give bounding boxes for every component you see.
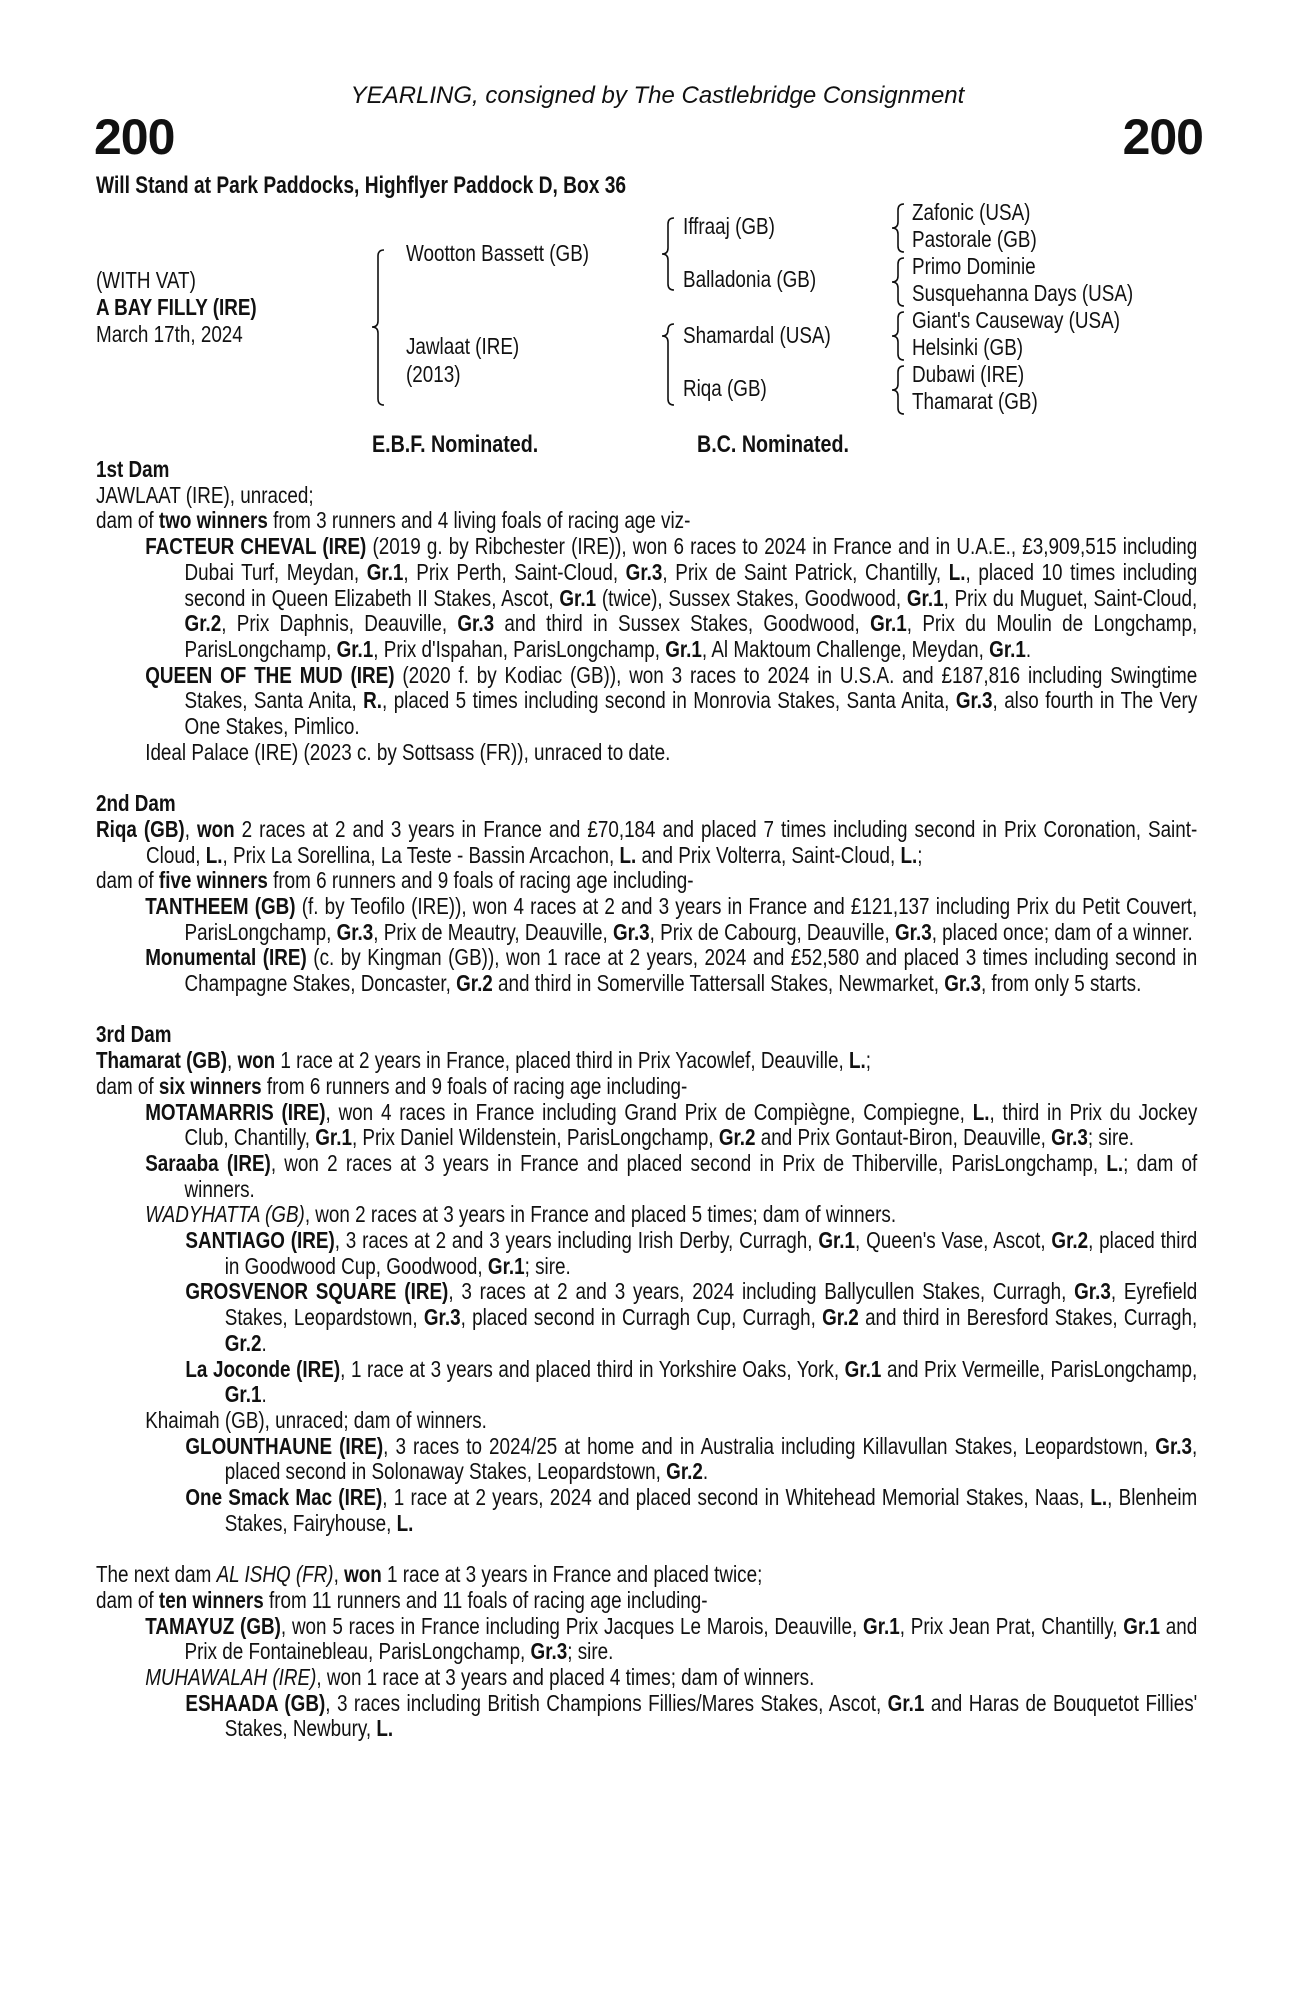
dam: Jawlaat (IRE)	[406, 333, 520, 359]
text: , placed 10 times including second in Queen Elizabeth II Stakes, Ascot,	[184, 558, 1198, 611]
granddam-maternal: Riqa (GB)	[683, 375, 767, 401]
bold-text: One Smack Mac (IRE)	[185, 1484, 383, 1511]
bold-text: La Joconde (IRE)	[185, 1355, 341, 1382]
text: , placed third in Goodwood Cup, Goodwood,	[224, 1227, 1198, 1279]
pedigree-entry	[96, 1279, 1197, 1356]
dam-section	[96, 1562, 1197, 1742]
pedigree-entry	[96, 1228, 1197, 1279]
bold-text: L.	[1090, 1484, 1108, 1511]
text: and third in Beresford Stakes, Curragh,	[858, 1304, 1198, 1331]
bold-text: Gr.2	[224, 1329, 262, 1356]
catalogue-body	[96, 457, 1197, 1742]
bold-text: ESHAADA (GB)	[185, 1689, 326, 1716]
bold-text: L.	[848, 1047, 866, 1074]
pedigree-entry	[96, 1485, 1197, 1536]
text: , Blenheim Stakes, Fairyhouse,	[224, 1484, 1198, 1536]
dam-section	[96, 457, 1197, 765]
text: and third in Sussex Stakes, Goodwood,	[494, 610, 871, 637]
gen3-ancestor: Zafonic (USA)	[912, 199, 1031, 225]
pedigree-entry	[96, 1074, 1197, 1100]
bold-text: Gr.2	[456, 970, 493, 997]
bold-text: Gr.1	[366, 558, 404, 585]
text: , 1 race at 3 years and placed third in Yorkshire Oaks, York,	[340, 1355, 845, 1382]
pedigree-entry	[96, 894, 1197, 945]
text: ; dam of winners.	[184, 1149, 1198, 1202]
bold-text: two winners	[158, 507, 268, 534]
bold-text: Riqa (GB)	[96, 815, 185, 842]
bold-text: 3rd Dam	[96, 1021, 172, 1048]
text: ; sire.	[1087, 1124, 1134, 1151]
bold-text: Thamarat (GB)	[96, 1047, 227, 1074]
text: from 6 runners and 9 foals of racing age including-	[267, 867, 694, 894]
pedigree-entry	[96, 1408, 1197, 1434]
text: , won 2 races at 3 years in France and placed second in Prix de Thiberville, ParisLongchamp,	[270, 1149, 1107, 1176]
bold-text: Gr.3	[423, 1304, 461, 1331]
bold-text: Gr.1	[487, 1252, 525, 1279]
text: 1 race at 3 years in France and placed twice;	[381, 1561, 763, 1588]
text: Ideal Palace (IRE) (2023 c. by Sottsass (FR)), unraced to date.	[145, 738, 671, 765]
gen3-ancestor: Giant's Causeway (USA)	[912, 307, 1120, 333]
text: (twice), Sussex Stakes, Goodwood,	[596, 584, 907, 611]
bold-text: L.	[205, 841, 223, 868]
text: (2020 f. by Kodiac (GB)), won 3 races to 2024 in U.S.A. and £187,816 including Swingtime Stakes, Santa Anita,	[184, 661, 1198, 714]
bold-text: Gr.3	[894, 918, 932, 945]
bc-nomination: B.C. Nominated.	[697, 431, 849, 458]
text: , 3 races at 2 and 3 years, 2024 including Ballycullen Stakes, Curragh,	[448, 1278, 1075, 1305]
text: ; sire.	[524, 1252, 571, 1279]
text: ; sire.	[567, 1638, 614, 1665]
bold-text: ten winners	[158, 1586, 264, 1613]
text: 2 races at 2 and 3 years in France and £70,184 and placed 7 times including second in Prix Coronation, Saint-Cloud,	[146, 815, 1198, 868]
pedigree-brace	[372, 250, 384, 405]
pedigree-entry	[96, 1562, 1197, 1588]
dam-section	[96, 791, 1197, 997]
dam-section	[96, 1022, 1197, 1536]
bold-text: Gr.3	[1074, 1278, 1111, 1305]
bold-text: Gr.3	[530, 1638, 568, 1665]
text: dam of	[96, 1586, 159, 1613]
text: The next dam	[96, 1561, 217, 1588]
bold-text: Gr.1	[315, 1124, 352, 1151]
foal-name: A BAY FILLY (IRE)	[96, 294, 257, 320]
pedigree-brace	[892, 312, 904, 360]
bold-text: L.	[900, 841, 918, 868]
text: ,	[226, 1047, 238, 1074]
text: , 1 race at 2 years, 2024 and placed second in Whitehead Memorial Stakes, Naas,	[382, 1484, 1091, 1511]
bold-text: Gr.2	[184, 610, 222, 637]
bold-text: Gr.3	[457, 610, 495, 637]
foal-dob: March 17th, 2024	[96, 321, 243, 347]
text: , Prix du Moulin de Longchamp, ParisLongchamp,	[184, 610, 1198, 662]
text: from 3 runners and 4 living foals of racing age viz-	[267, 507, 691, 534]
bold-text: Gr.3	[612, 918, 650, 945]
bold-text: Gr.1	[559, 584, 597, 611]
bold-text: L.	[376, 1715, 394, 1742]
grandsire-maternal: Shamardal (USA)	[683, 322, 831, 348]
text: and Prix Vermeille, ParisLongchamp,	[881, 1355, 1198, 1382]
text: , Prix Perth, Saint-Cloud,	[403, 558, 626, 585]
text: , Prix Daphnis, Deauville,	[221, 610, 458, 637]
pedigree-brace	[662, 218, 674, 290]
bold-text: Monumental (IRE)	[145, 944, 307, 971]
text: , won 1 race at 3 years and placed 4 times; dam of winners.	[316, 1664, 815, 1690]
text: , 3 races at 2 and 3 years including Irish Derby, Curragh,	[334, 1227, 819, 1254]
text: , Prix de Cabourg, Deauville,	[649, 918, 895, 945]
text: and Prix de Fontainebleau, ParisLongchamp,	[184, 1612, 1198, 1665]
text: , Al Maktoum Challenge, Meydan,	[701, 635, 990, 662]
text: dam of	[96, 507, 159, 534]
pedigree-entry	[96, 740, 1197, 766]
bold-text: Gr.2	[666, 1458, 703, 1485]
gen3-ancestor: Thamarat (GB)	[912, 388, 1038, 414]
pedigree-entry	[96, 817, 1197, 868]
section-heading	[96, 457, 1197, 483]
gen3-ancestor: Pastorale (GB)	[912, 226, 1037, 252]
text: , won 4 races in France including Grand Prix de Compiègne, Compiegne,	[325, 1098, 973, 1125]
text: ,	[333, 1561, 345, 1588]
text: (f. by Teofilo (IRE)), won 4 races at 2 and 3 years in France and £121,137 including Prix du Petit Couvert, ParisLongchamp,	[184, 892, 1198, 945]
pedigree-entry	[96, 1614, 1197, 1665]
bold-text: Gr.1	[887, 1689, 925, 1716]
bold-text: six winners	[158, 1072, 262, 1099]
text: and Prix Volterra, Saint-Cloud,	[636, 841, 901, 868]
pedigree-brace	[892, 204, 904, 252]
bold-text: FACTEUR CHEVAL (IRE)	[145, 533, 367, 560]
text: ,	[184, 815, 197, 842]
text: , won 2 races at 3 years in France and placed 5 times; dam of winners.	[304, 1201, 897, 1228]
italic-text: WADYHATTA (GB)	[145, 1201, 305, 1228]
gen3-ancestor: Dubawi (IRE)	[912, 361, 1025, 387]
text: JAWLAAT (IRE), unraced;	[96, 481, 314, 508]
bold-text: five winners	[158, 867, 268, 894]
pedigree-brace	[892, 366, 904, 414]
bold-text: L.	[1106, 1149, 1124, 1176]
text: (2019 g. by Ribchester (IRE)), won 6 races to 2024 in France and in U.A.E., £3,909,515 including Dubai Turf, Meydan,	[184, 533, 1198, 585]
lot-number-right: 200	[1122, 109, 1203, 165]
italic-text: MUHAWALAH (IRE)	[145, 1664, 317, 1690]
text: , Prix de Meautry, Deauville,	[373, 918, 613, 945]
lot-number-left: 200	[94, 109, 175, 165]
bold-text: Gr.3	[1051, 1124, 1088, 1151]
bold-text: TAMAYUZ (GB)	[145, 1612, 281, 1639]
bold-text: Gr.1	[863, 1612, 900, 1639]
text: Khaimah (GB), unraced; dam of winners.	[145, 1406, 487, 1433]
text: 1 race at 2 years in France, placed third in Prix Yacowlef, Deauville,	[275, 1047, 849, 1074]
text: , third in Prix du Jockey Club, Chantilly,	[184, 1098, 1198, 1151]
text: and third in Somerville Tattersall Stakes, Newmarket,	[492, 970, 945, 997]
bold-text: QUEEN OF THE MUD (IRE)	[145, 661, 395, 688]
pedigree-entry	[96, 1434, 1197, 1485]
italic-text: AL ISHQ (FR)	[216, 1561, 334, 1588]
bold-text: L.	[948, 558, 966, 585]
text: and Prix Gontaut-Biron, Deauville,	[755, 1124, 1052, 1151]
bold-text: GROSVENOR SQUARE (IRE)	[185, 1278, 449, 1305]
bold-text: R.	[363, 687, 383, 714]
consignment-header: YEARLING, consigned by The Castlebridge Consignment	[350, 82, 965, 109]
text: , placed once; dam of a winner.	[931, 918, 1193, 945]
sire: Wootton Bassett (GB)	[406, 240, 590, 266]
bold-text: won	[344, 1561, 382, 1588]
pedigree-entry	[96, 1588, 1197, 1614]
bold-text: won	[237, 1047, 276, 1074]
text: , from only 5 starts.	[980, 970, 1142, 997]
text: .	[1025, 635, 1032, 662]
text: .	[702, 1458, 709, 1485]
bold-text: L.	[619, 841, 637, 868]
bold-text: won	[196, 815, 235, 842]
pedigree-braces	[0, 0, 1315, 460]
text: ;	[917, 841, 923, 868]
bold-text: Gr.3	[1155, 1432, 1193, 1459]
bold-text: 2nd Dam	[96, 790, 176, 817]
text: (c. by Kingman (GB)), won 1 race at 2 years, 2024 and £52,580 and placed 3 times including second in Champagne Stakes, Doncaster,	[184, 944, 1198, 997]
bold-text: Gr.1	[870, 610, 907, 637]
pedigree-entry	[96, 1357, 1197, 1408]
pedigree-entry	[96, 483, 1197, 509]
text: .	[261, 1329, 267, 1356]
text: , won 5 races in France including Prix Jacques Le Marois, Deauville,	[280, 1612, 864, 1639]
text: , 3 races including British Champions Fillies/Mares Stakes, Ascot,	[325, 1689, 888, 1716]
pedigree-entry	[96, 1100, 1197, 1151]
foal-vat: (WITH VAT)	[96, 267, 196, 293]
text: ;	[865, 1047, 871, 1074]
dam-year: (2013)	[406, 361, 461, 387]
text: , Prix d'Ispahan, ParisLongchamp,	[373, 635, 666, 662]
text: , Queen's Vase, Ascot,	[855, 1227, 1052, 1254]
text: , Eyrefield Stakes, Leopardstown,	[224, 1278, 1198, 1331]
bold-text: Gr.3	[944, 970, 981, 997]
ebf-nomination: E.B.F. Nominated.	[372, 431, 539, 458]
pedigree-brace	[662, 324, 674, 405]
section-heading	[96, 791, 1197, 817]
bold-text: L.	[972, 1098, 990, 1125]
bold-text: Saraaba (IRE)	[145, 1149, 271, 1176]
text: .	[261, 1381, 267, 1408]
bold-text: TANTHEEM (GB)	[145, 892, 296, 919]
text: , placed second in Solonaway Stakes, Leopardstown,	[224, 1432, 1198, 1485]
pedigree-entry	[96, 1665, 1197, 1691]
stabling-location: Will Stand at Park Paddocks, Highflyer Paddock D, Box 36	[96, 172, 627, 199]
text: , also fourth in The Very One Stakes, Pimlico.	[184, 687, 1198, 740]
text: , Prix Jean Prat, Chantilly,	[899, 1612, 1124, 1639]
bold-text: Gr.1	[665, 635, 702, 662]
bold-text: Gr.1	[224, 1381, 262, 1408]
text: dam of	[96, 867, 159, 894]
bold-text: Gr.1	[818, 1227, 856, 1254]
bold-text: Gr.3	[955, 687, 993, 714]
bold-text: Gr.3	[625, 558, 663, 585]
pedigree-entry	[96, 1691, 1197, 1742]
pedigree-entry	[96, 508, 1197, 534]
pedigree-entry	[96, 1202, 1197, 1228]
text: , Prix de Saint Patrick, Chantilly,	[662, 558, 949, 585]
bold-text: L.	[396, 1509, 414, 1536]
text: , placed 5 times including second in Monrovia Stakes, Santa Anita,	[382, 687, 956, 714]
bold-text: GLOUNTHAUNE (IRE)	[185, 1432, 384, 1459]
bold-text: Gr.3	[336, 918, 374, 945]
bold-text: Gr.2	[718, 1124, 756, 1151]
bold-text: Gr.1	[336, 635, 374, 662]
bold-text: 1st Dam	[96, 456, 170, 482]
granddam-paternal: Balladonia (GB)	[683, 266, 817, 292]
bold-text: Gr.1	[906, 584, 944, 611]
section-heading	[96, 1022, 1197, 1048]
pedigree-entry	[96, 1048, 1197, 1074]
text: dam of	[96, 1072, 159, 1099]
text: , placed second in Curragh Cup, Curragh,	[460, 1304, 823, 1331]
bold-text: MOTAMARRIS (IRE)	[145, 1098, 326, 1125]
text: , 3 races to 2024/25 at home and in Australia including Killavullan Stakes, Leopardstown,	[383, 1432, 1156, 1459]
bold-text: Gr.1	[844, 1355, 882, 1382]
bold-text: Gr.2	[1051, 1227, 1089, 1254]
grandsire-paternal: Iffraaj (GB)	[683, 213, 775, 239]
pedigree-entry	[96, 534, 1197, 663]
text: , Prix Daniel Wildenstein, ParisLongchamp,	[351, 1124, 719, 1151]
pedigree-entry	[96, 663, 1197, 740]
bold-text: Gr.2	[822, 1304, 859, 1331]
text: , Prix La Sorellina, La Teste - Bassin Arcachon,	[222, 841, 620, 868]
gen3-ancestor: Helsinki (GB)	[912, 334, 1024, 360]
text: and Haras de Bouquetot Fillies' Stakes, Newbury,	[224, 1689, 1198, 1742]
gen3-ancestor: Primo Dominie	[912, 253, 1036, 279]
gen3-ancestor: Susquehanna Days (USA)	[912, 280, 1134, 306]
pedigree-entry	[96, 945, 1197, 996]
pedigree-entry	[96, 1151, 1197, 1202]
text: from 6 runners and 9 foals of racing age including-	[261, 1072, 688, 1099]
text: , Prix du Muguet, Saint-Cloud,	[943, 584, 1198, 611]
bold-text: SANTIAGO (IRE)	[185, 1227, 335, 1254]
pedigree-brace	[892, 258, 904, 306]
bold-text: Gr.1	[1123, 1612, 1161, 1639]
pedigree-entry	[96, 868, 1197, 894]
bold-text: Gr.1	[989, 635, 1026, 662]
text: from 11 runners and 11 foals of racing age including-	[263, 1586, 708, 1613]
